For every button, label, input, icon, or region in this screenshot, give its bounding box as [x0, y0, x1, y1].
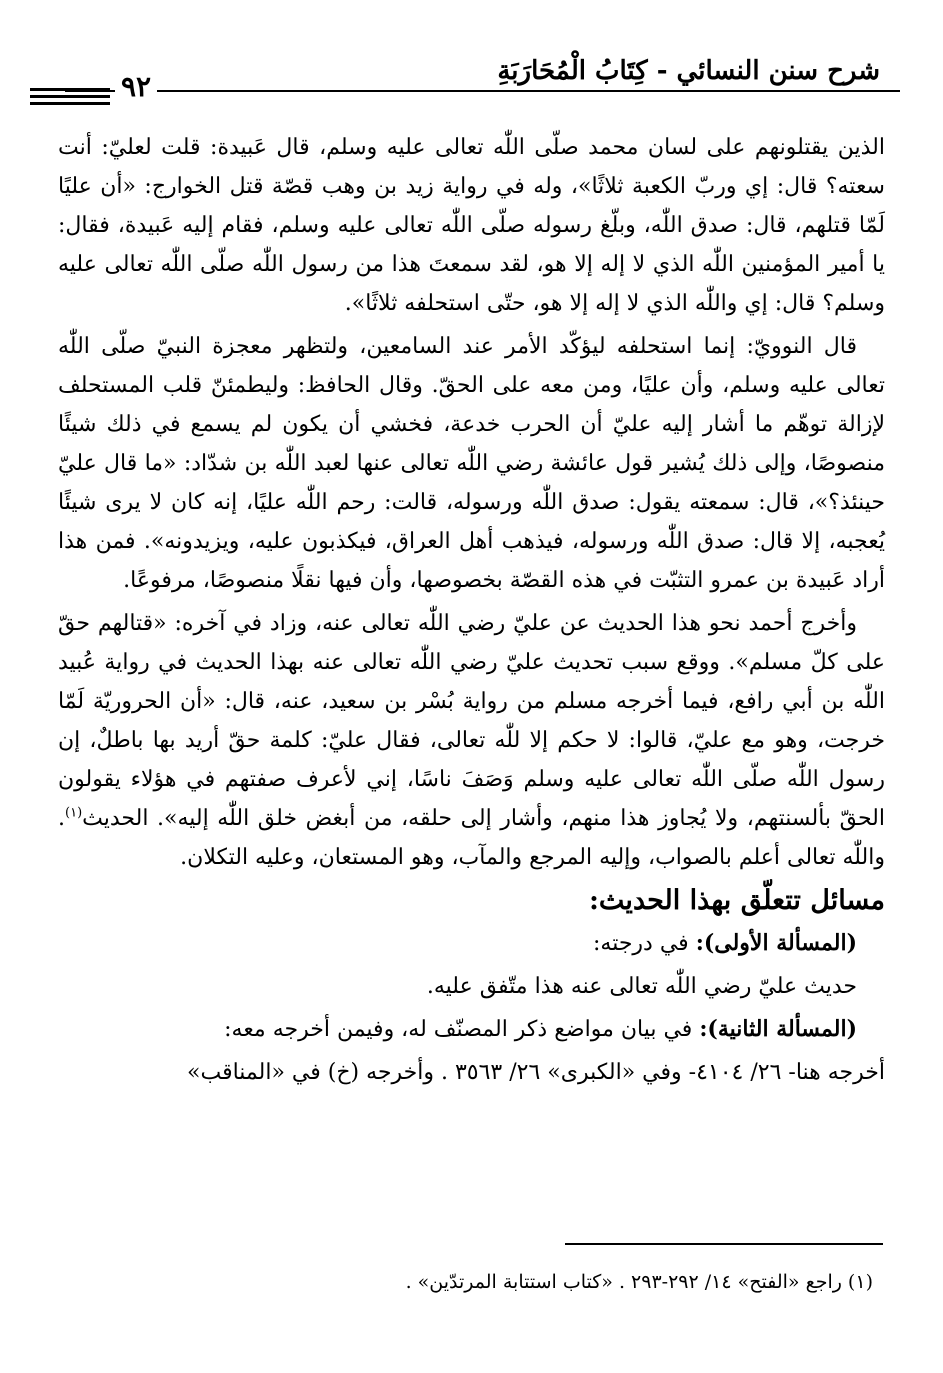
paragraph-3-text: وأخرج أحمد نحو هذا الحديث عن عليّ رضي اللّٰه تعالى عنه، وزاد في آخره: «قتالهم حقّ على كلّ مسلم». ووقع سبب تحديث عليّ رضي اللّٰه تعالى عنه بهذا الحديث في رواية عُبيد اللّٰه بن أبي رافع، فيما أخرجه مسلم من رواية بُسْر بن سعيد، عنه، قال: «أن الحروريّة لَمّا خرجت، وهو مع عليّ، قالوا: لا حكم إلا للّٰه تعالى، فقال عليّ: كلمة حقّ أريد بها باطلٌ، إن رسول اللّٰه صلّى اللّٰه تعالى عليه وسلم وَصَفَ ناسًا، إني لأعرف صفتهم في هؤلاء يقولون الحقّ بألسنتهم، ولا يُجاوز هذا منهم، وأشار إلى حلقه، من أبغض خلق اللّٰه إليه». الحديث — [58, 611, 885, 831]
issue-1-body: حديث عليّ رضي اللّٰه تعالى عنه هذا متّفق عليه. — [426, 974, 857, 999]
section-heading: مسائل تتعلّق بهذا الحديث: — [588, 885, 885, 916]
paragraph-1: الذين يقتلونهم على لسان محمد صلّى اللّٰه تعالى عليه وسلم، قال عَبيدة: قلت لعليّ: أنت سعته؟ قال: إي وربّ الكعبة ثلاثًا»، وله في رواية زيد بن وهب قصّة قتل الخوارج: «أن عليًا لَمّا قتلهم، قال: صدق اللّٰه، وبلّغ رسوله صلّى اللّٰه تعالى عليه وسلم، فقام إليه عَبيدة، فقال: يا أمير المؤمنين اللّٰه الذي لا إله إلا هو، لقد سمعتَ هذا من رسول اللّٰه صلّى اللّٰه تعالى عليه وسلم؟ قال: إي واللّٰه الذي لا إله إلا هو، حتّى استحلفه ثلاثًا». — [58, 135, 885, 316]
issue-1-title: في درجته: — [592, 931, 696, 956]
issue-2-heading — [58, 1010, 885, 1049]
footnote-rule — [565, 1243, 883, 1245]
header-rule — [65, 90, 900, 92]
issue-2-title: في بيان مواضع ذكر المصنّف له، وفيمن أخرجه معه: — [224, 1017, 700, 1042]
paragraph-3 — [58, 604, 885, 877]
issue-2-label: (المسألة الثانية): — [699, 1016, 857, 1042]
issue-2-body: أخرجه هنا- ٢٦/ ٤١٠٤- وفي «الكبرى» ٢٦/ ٣٥٦٣ . وأخرجه (خ) في «المناقب» — [187, 1060, 885, 1085]
header-decorative-bars — [30, 88, 110, 109]
footnote-reference[interactable]: (١) — [65, 805, 83, 821]
page-header — [30, 48, 900, 110]
issue-1-label: (المسألة الأولى): — [695, 930, 857, 956]
issue-1-heading — [58, 924, 885, 963]
footnote: (١) راجع «الفتح» ١٤/ ٢٩٢-٢٩٣ . «كتاب استتابة المرتدّين» . — [405, 1271, 873, 1293]
paragraph-2: قال النوويّ: إنما استحلفه ليؤكّد الأمر عند السامعين، ولتظهر معجزة النبيّ صلّى اللّٰه تعالى عليه وسلم، وأن عليًا، ومن معه على الحقّ. وقال الحافظ: وليطمئنّ قلب المستحلف لإزالة توهّم ما أشار إليه عليّ أن الحرب خدعة، فخشي أن يكون لم يسمع في ذلك شيئًا منصوصًا، وإلى ذلك يُشير قول عائشة رضي اللّٰه تعالى عنها لعبد اللّٰه بن شدّاد: «ما قال عليّ حينئذ؟»، قال: سمعته يقول: صدق اللّٰه ورسوله، قالت: رحم اللّٰه عليًا، إنه كان لا يرى شيئًا يُعجبه، إلا قال: صدق اللّٰه ورسوله، فيذهب أهل العراق، فيكذبون عليه، ويزيدونه». فمن هذا أراد عَبيدة بن عمرو التثبّت في هذه القصّة بخصوصها، وأن فيها نقلًا منصوصًا، مرفوعًا. — [58, 334, 885, 593]
main-text — [58, 128, 885, 1096]
page-number: ٩٢ — [115, 70, 157, 103]
paragraph-3-end: . واللّٰه تعالى أعلم بالصواب، وإليه المرجع والمآب، وهو المستعان، وعليه التكلان. — [58, 806, 885, 870]
running-title: شرح سنن النسائي - كِتَابُ الْمُحَارَبَةِ — [497, 56, 880, 86]
